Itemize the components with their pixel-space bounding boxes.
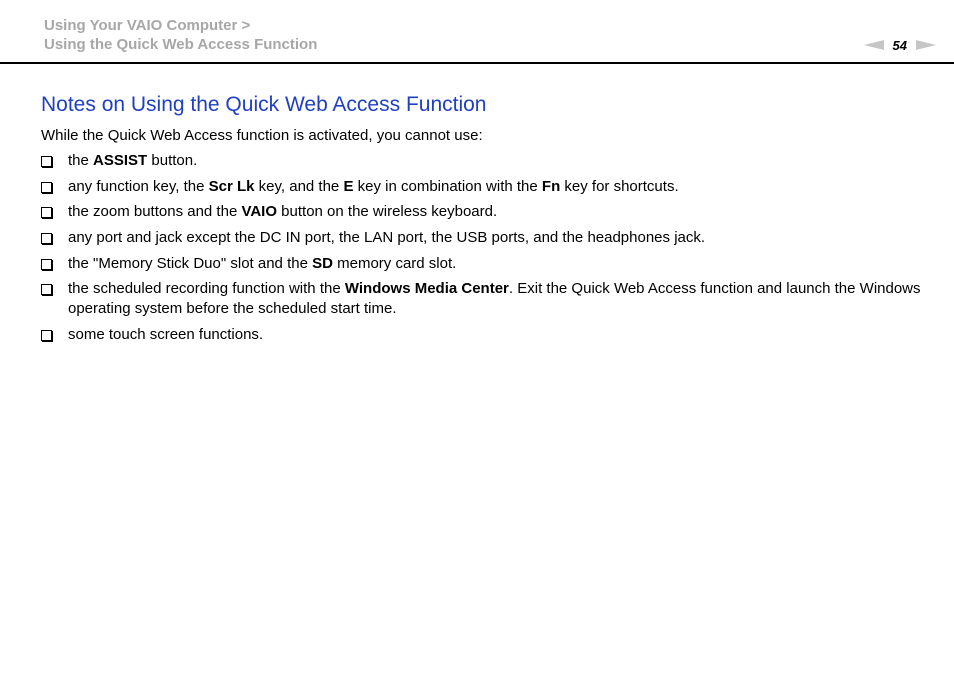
- intro-text: While the Quick Web Access function is activated, you cannot use:: [41, 127, 483, 144]
- checkbox-bullet-icon: [41, 207, 52, 218]
- list-item: any port and jack except the DC IN port, the LAN port, the USB ports, and the headphones jack.: [41, 228, 921, 248]
- checkbox-bullet-icon: [41, 330, 52, 341]
- list-item: some touch screen functions.: [41, 325, 921, 345]
- checkbox-bullet-icon: [41, 259, 52, 270]
- list-item: the ASSIST button.: [41, 151, 921, 171]
- restriction-list: [41, 151, 921, 351]
- header-divider: [0, 62, 954, 64]
- right-arrow-icon[interactable]: [916, 40, 936, 50]
- checkbox-bullet-icon: [41, 182, 52, 193]
- list-item: the zoom buttons and the VAIO button on the wireless keyboard.: [41, 202, 921, 222]
- checkbox-bullet-icon: [41, 233, 52, 244]
- section-title: Notes on Using the Quick Web Access Function: [41, 93, 487, 116]
- left-arrow-icon[interactable]: [864, 40, 884, 50]
- list-item: the scheduled recording function with the Windows Media Center. Exit the Quick Web Access function and launch the Windows operating system before the scheduled start time.: [41, 279, 921, 319]
- breadcrumb-parent[interactable]: Using Your VAIO Computer >: [44, 17, 251, 34]
- list-item: any function key, the Scr Lk key, and the E key in combination with the Fn key for shortcuts.: [41, 177, 921, 197]
- page-number: 54: [892, 37, 907, 53]
- checkbox-bullet-icon: [41, 156, 52, 167]
- page-navigator: [864, 37, 936, 53]
- breadcrumb-current[interactable]: Using the Quick Web Access Function: [44, 36, 318, 53]
- page-header: [0, 0, 954, 64]
- checkbox-bullet-icon: [41, 284, 52, 295]
- list-item: the "Memory Stick Duo" slot and the SD memory card slot.: [41, 254, 921, 274]
- breadcrumb: [44, 16, 317, 54]
